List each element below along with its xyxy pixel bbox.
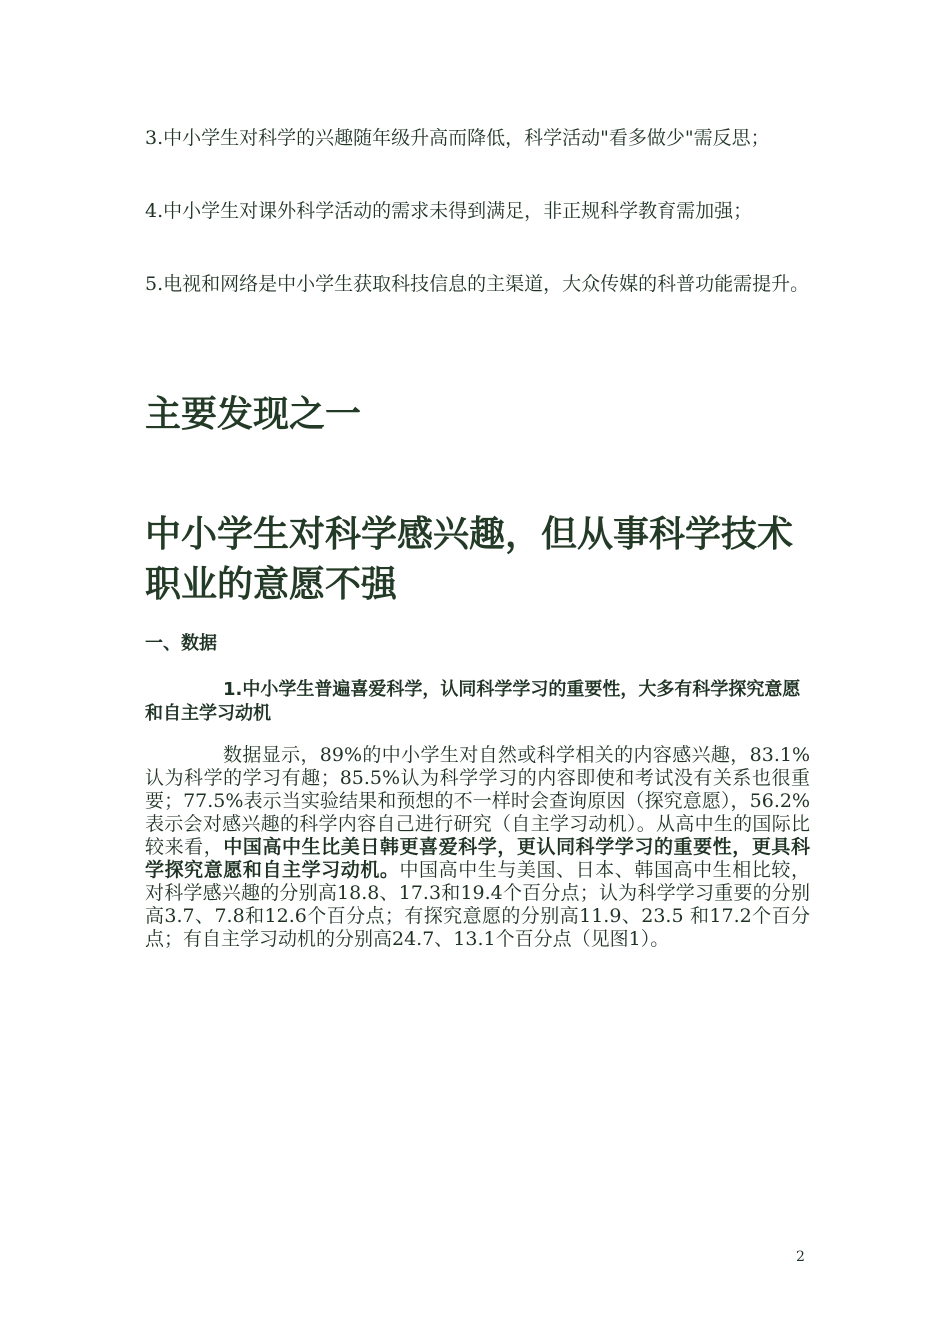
- subsection-heading: 1.中小学生普遍喜爱科学，认同科学学习的重要性，大多有科学探究意愿和自主学习动机: [145, 679, 801, 724]
- list-item-5: 5.电视和网络是中小学生获取科技信息的主渠道，大众传媒的科普功能需提升。: [145, 273, 810, 295]
- paragraph-text-1: 数据显示，89%的中小学生对自然或科学相关的内容感兴趣，83.1%认为科学的学习有趣；85.5%认为科学学习的内容即使和考试没有关系也很重要；77.5%表示当实验结果和预想的不一样时会查询原因（探究意愿），56.2%表示会对感兴趣的科学内容自己进行研究（自主学习动机）。从高中生的国际比较来看，: [145, 744, 810, 858]
- list-item-3: 3.中小学生对科学的兴趣随年级升高而降低，科学活动"看多做少"需反思；: [145, 127, 770, 149]
- main-heading: 中小学生对科学感兴趣，但从事科学技术职业的意愿不强: [145, 514, 794, 605]
- finding-title: 主要发现之一: [145, 394, 362, 435]
- paragraph-bold-text: 中国高中生比美日韩更喜爱科学，更认同科学学习的重要性，更具科学探究意愿和自主学习动机。: [145, 836, 810, 881]
- list-item-4: 4.中小学生对课外科学活动的需求未得到满足，非正规科学教育需加强；: [145, 200, 753, 222]
- paragraph-text-2: 中国高中生与美国、日本、韩国高中生相比较，对科学感兴趣的分别高18.8、17.3和19.4个百分点；认为科学学习重要的分别高3.7、7.8和12.6个百分点；有探究意愿的分别高11.9、23.5 和17.2个百分点；有自主学习动机的分别高24.7、13.1个百分点（见图1）。: [145, 859, 810, 950]
- body-paragraph: [145, 744, 810, 951]
- section-heading: 一、数据: [145, 633, 217, 654]
- page-number: 2: [796, 1249, 805, 1265]
